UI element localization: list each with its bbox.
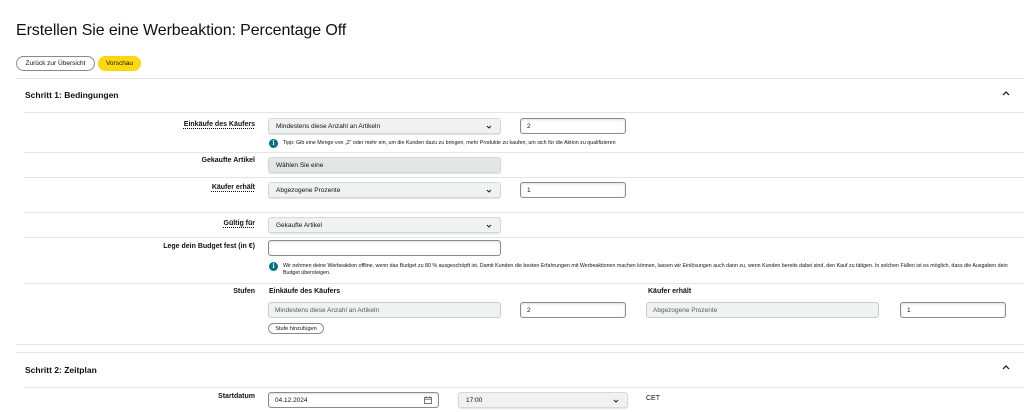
budget-label: Lege dein Budget fest (in €) [163,243,255,250]
buyer-purchases-select-value: Mindestens diese Anzahl an Artikeln [276,122,381,130]
buyer-purchases-select[interactable] [268,118,501,134]
budget-hint-text: Wir nehmen deine Werbeaktion offline, wenn das Budget zu 80 % ausgeschöpft ist. Damit Kunden die besten Erfahrungen mit Werbeaktionen machen können, lassen wir Einlösungen auch dann zu, wenn Kunden bereits dabei sind, den Kauf zu tätigen. In solchen Fällen ist es möglich, dass die Ausgaben dein Budget übersteigen. [283,263,1008,276]
purchased-items-label: Gekaufte Artikel [201,157,255,164]
chevron-down-icon [486,124,492,130]
info-icon: i [269,262,278,271]
preview-button[interactable]: Vorschau [98,56,141,71]
start-time-select[interactable] [458,392,628,408]
purchased-items-select[interactable] [268,157,501,173]
divider [24,237,1024,238]
buyer-purchases-quantity-input[interactable]: 2 [520,118,626,134]
tiers-col-buyer-purchases: Einkäufe des Käufers [269,288,341,295]
chevron-down-icon [486,188,492,194]
divider [24,112,1024,113]
purchased-items-select-value: Wählen Sie eine [276,161,324,169]
start-time-value: 17:00 [466,396,483,404]
valid-for-label: Gültig für [223,220,255,227]
start-date-label: Startdatum [218,393,255,400]
valid-for-select-value: Gekaufte Artikel [276,221,322,229]
budget-input[interactable] [268,240,501,256]
chevron-up-icon[interactable] [1001,362,1011,372]
add-tier-button[interactable]: Stufe hinzufügen [268,323,324,334]
divider [16,344,1024,345]
buyer-purchases-hint [269,140,969,148]
tier-buyer-purchases-select[interactable]: Mindestens diese Anzahl an Artikeln [268,302,501,318]
tiers-col-buyer-gets: Käufer erhält [648,288,692,295]
buyer-purchases-hint-text: Tipp: Gib eine Menge von „2“ oder mehr ein, um die Kunden dazu zu bringen, mehr Produkte zu kaufen, um sich für die Aktion zu qualifizieren [283,140,616,146]
step2-title: Schritt 2: Zeitplan [25,364,97,375]
step2-header[interactable] [16,352,1024,386]
calendar-icon[interactable] [424,396,432,404]
buyer-gets-select-value: Abgezogene Prozente [276,186,341,194]
buyer-purchases-label: Einkäufe des Käufers [183,121,255,128]
tier-value-input[interactable]: 1 [900,302,1006,318]
tiers-label: Stufen [233,288,255,295]
valid-for-select[interactable] [268,217,501,233]
divider [24,177,1024,178]
divider [24,212,1024,213]
budget-hint [269,263,1009,277]
chevron-down-icon [613,398,619,404]
step1-header[interactable] [16,78,1024,110]
chevron-up-icon[interactable] [1001,88,1011,98]
page-title: Erstellen Sie eine Werbeaktion: Percentage Off [16,22,347,39]
divider [24,152,1024,153]
start-date-value: 04.12.2024 [275,396,308,404]
chevron-down-icon [486,223,492,229]
divider [24,283,1024,284]
timezone-label: CET [646,395,660,402]
back-to-overview-button[interactable]: Zurück zur Übersicht [16,56,95,71]
tier-quantity-input[interactable]: 2 [520,302,626,318]
info-icon: i [269,139,278,148]
tier-buyer-gets-select[interactable]: Abgezogene Prozente [646,302,879,318]
start-date-input[interactable] [268,392,439,408]
buyer-gets-value-input[interactable]: 1 [520,182,626,198]
step1-title: Schritt 1: Bedingungen [25,89,119,100]
divider [24,387,1024,388]
buyer-gets-label: Käufer erhält [211,184,255,191]
buyer-gets-select[interactable] [268,182,501,198]
